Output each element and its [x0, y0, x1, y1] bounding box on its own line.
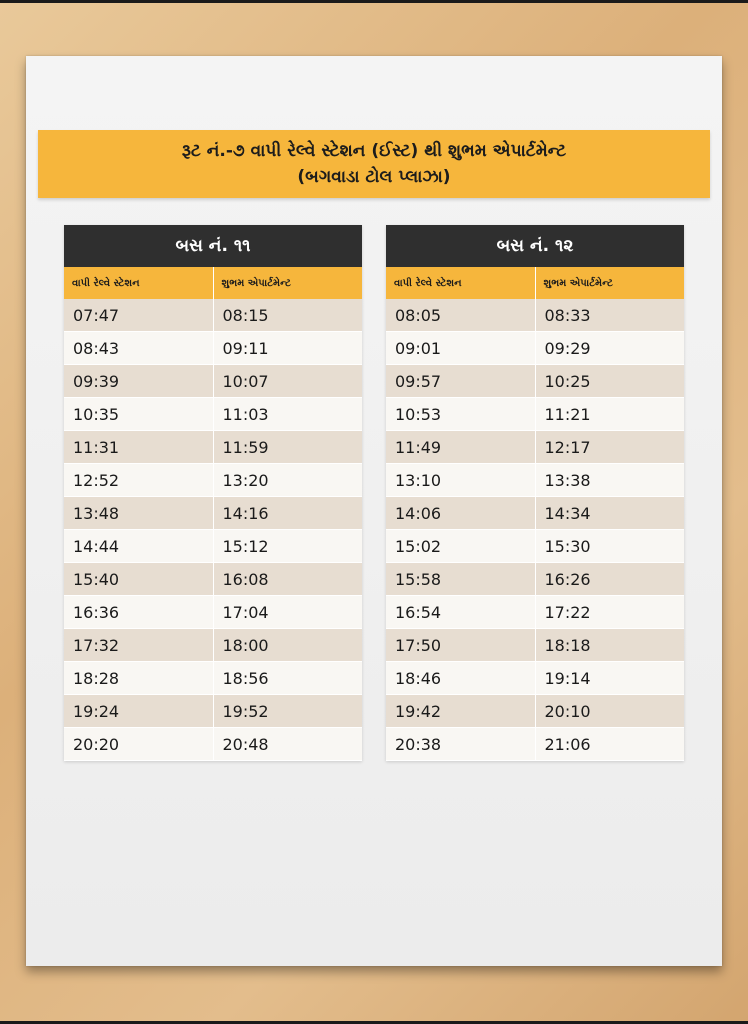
bus-11-title: બસ નં. ૧૧	[64, 225, 362, 267]
bus-11-col-from: વાપી રેલ્વે સ્ટેશન	[64, 267, 213, 299]
arrival-time: 11:59	[213, 431, 362, 464]
table-row	[64, 431, 362, 464]
bus-12-title: બસ નં. ૧૨	[386, 225, 684, 267]
departure-time: 16:54	[386, 596, 535, 629]
arrival-time: 08:33	[535, 299, 684, 332]
table-row	[386, 563, 684, 596]
table-row	[386, 332, 684, 365]
departure-time: 15:58	[386, 563, 535, 596]
departure-time: 10:35	[64, 398, 213, 431]
arrival-time: 20:10	[535, 695, 684, 728]
departure-time: 09:01	[386, 332, 535, 365]
departure-time: 13:10	[386, 464, 535, 497]
table-row	[386, 662, 684, 695]
arrival-time: 15:30	[535, 530, 684, 563]
bus-12-col-to: શુભમ એપાર્ટમેન્ટ	[535, 267, 684, 299]
arrival-time: 18:18	[535, 629, 684, 662]
departure-time: 13:48	[64, 497, 213, 530]
table-row	[386, 695, 684, 728]
arrival-time: 15:12	[213, 530, 362, 563]
arrival-time: 17:04	[213, 596, 362, 629]
departure-time: 09:57	[386, 365, 535, 398]
table-row	[64, 563, 362, 596]
arrival-time: 21:06	[535, 728, 684, 761]
departure-time: 15:02	[386, 530, 535, 563]
bus-11-col-to: શુભમ એપાર્ટમેન્ટ	[213, 267, 362, 299]
arrival-time: 19:52	[213, 695, 362, 728]
arrival-time: 12:17	[535, 431, 684, 464]
arrival-time: 08:15	[213, 299, 362, 332]
route-title-banner	[38, 130, 710, 198]
arrival-time: 11:21	[535, 398, 684, 431]
departure-time: 11:31	[64, 431, 213, 464]
bus-11-timetable	[64, 225, 362, 761]
table-row	[64, 728, 362, 761]
departure-time: 19:42	[386, 695, 535, 728]
arrival-time: 10:07	[213, 365, 362, 398]
table-row	[64, 530, 362, 563]
table-row	[386, 530, 684, 563]
table-row	[64, 398, 362, 431]
departure-time: 08:43	[64, 332, 213, 365]
table-row	[64, 662, 362, 695]
table-row	[64, 464, 362, 497]
table-row	[386, 431, 684, 464]
departure-time: 20:20	[64, 728, 213, 761]
departure-time: 11:49	[386, 431, 535, 464]
bus-11-rows	[64, 299, 362, 761]
departure-time: 15:40	[64, 563, 213, 596]
table-row	[386, 497, 684, 530]
arrival-time: 16:08	[213, 563, 362, 596]
arrival-time: 09:11	[213, 332, 362, 365]
arrival-time: 10:25	[535, 365, 684, 398]
table-row	[386, 629, 684, 662]
table-row	[64, 629, 362, 662]
departure-time: 07:47	[64, 299, 213, 332]
table-row	[386, 365, 684, 398]
arrival-time: 16:26	[535, 563, 684, 596]
arrival-time: 17:22	[535, 596, 684, 629]
arrival-time: 11:03	[213, 398, 362, 431]
top-border	[0, 0, 748, 3]
table-row	[386, 596, 684, 629]
arrival-time: 14:16	[213, 497, 362, 530]
table-row	[386, 299, 684, 332]
table-row	[64, 332, 362, 365]
arrival-time: 18:00	[213, 629, 362, 662]
arrival-time: 14:34	[535, 497, 684, 530]
table-row	[64, 299, 362, 332]
departure-time: 12:52	[64, 464, 213, 497]
departure-time: 16:36	[64, 596, 213, 629]
departure-time: 08:05	[386, 299, 535, 332]
departure-time: 18:28	[64, 662, 213, 695]
table-row	[64, 695, 362, 728]
departure-time: 14:44	[64, 530, 213, 563]
table-row	[386, 398, 684, 431]
route-title: રૂટ નં.-૭ વાપી રેલ્વે સ્ટેશન (ઈસ્ટ) થી શુભમ એપાર્ટમેન્ટ	[181, 141, 567, 161]
departure-time: 17:50	[386, 629, 535, 662]
arrival-time: 20:48	[213, 728, 362, 761]
departure-time: 17:32	[64, 629, 213, 662]
arrival-time: 19:14	[535, 662, 684, 695]
bus-12-col-from: વાપી રેલ્વે સ્ટેશન	[386, 267, 535, 299]
route-subtitle: (બગવાડા ટોલ પ્લાઝા)	[297, 167, 451, 187]
arrival-time: 18:56	[213, 662, 362, 695]
bus-12-timetable	[386, 225, 684, 761]
arrival-time: 13:20	[213, 464, 362, 497]
departure-time: 18:46	[386, 662, 535, 695]
arrival-time: 13:38	[535, 464, 684, 497]
table-row	[386, 728, 684, 761]
bus-12-rows	[386, 299, 684, 761]
table-row	[64, 596, 362, 629]
departure-time: 19:24	[64, 695, 213, 728]
table-row	[386, 464, 684, 497]
arrival-time: 09:29	[535, 332, 684, 365]
departure-time: 14:06	[386, 497, 535, 530]
departure-time: 10:53	[386, 398, 535, 431]
table-row	[64, 365, 362, 398]
departure-time: 20:38	[386, 728, 535, 761]
table-row	[64, 497, 362, 530]
departure-time: 09:39	[64, 365, 213, 398]
